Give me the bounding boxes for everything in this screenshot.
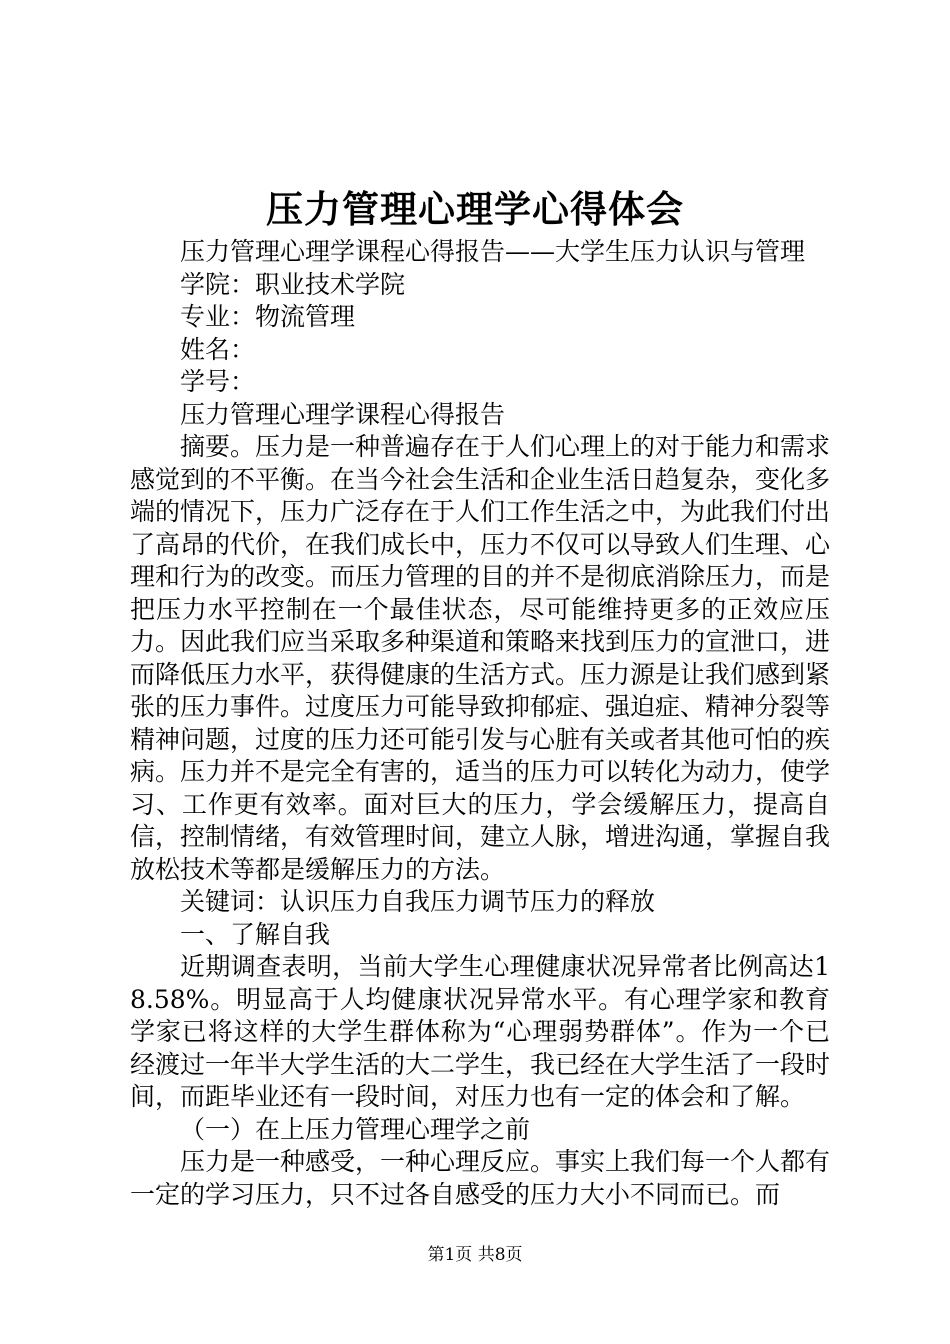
- report-heading: 压力管理心理学课程心得报告: [180, 399, 506, 429]
- college-line: 学院：职业技术学院: [180, 269, 406, 299]
- subsection-paragraph: 压力是一种感受，一种心理反应。事实上我们每一个人都有一定的学习压力，只不过各自感受的压力大小不同而已。而: [130, 1147, 831, 1209]
- document-title: 压力管理心理学心得体会: [266, 187, 684, 231]
- subsection-heading: （一）在上压力管理心理学之前: [180, 1114, 531, 1144]
- abstract-paragraph: 摘要。压力是一种普遍存在于人们心理上的对于能力和需求感觉到的不平衡。在当今社会生活和企业生活日趋复杂，变化多端的情况下，压力广泛存在于人们工作生活之中，为此我们付出了高昂的代价，在我们成长中，压力不仅可以导致人们生理、心理和行为的改变。而压力管理的目的并不是彻底消除压力，而是把压力水平控制在一个最佳状态，尽可能维持更多的正效应压力。因此我们应当采取多种渠道和策略来找到压力的宣泄口，进而降低压力水平，获得健康的生活方式。压力源是让我们感到紧张的压力事件。过度压力可能导致抑郁症、强迫症、精神分裂等精神问题，过度的压力还可能引发与心脏有关或者其他可怕的疾病。压力并不是完全有害的，适当的压力可以转化为动力，使学习、工作更有效率。面对巨大的压力，学会缓解压力，提高自信，控制情绪，有效管理时间，建立人脉，增进沟通，掌握自我放松技术等都是缓解压力的方法。: [130, 432, 831, 884]
- keywords-line: 关键词：认识压力自我压力调节压力的释放: [180, 887, 656, 916]
- name-line: 姓名：: [180, 334, 256, 364]
- document-body: [130, 236, 830, 1211]
- section-heading: 一、了解自我: [180, 919, 331, 949]
- section-paragraph: 近期调查表明，当前大学生心理健康状况异常者比例高达18.58%。明显高于人均健康状况异常水平。有心理学家和教育学家已将这样的大学生群体称为“心理弱势群体”。作为一个已经渡过一年半大学生活的大二学生，我已经在大学生活了一段时间，而距毕业还有一段时间，对压力也有一定的体会和了解。: [130, 952, 831, 1111]
- page-number: 第1页 共8页: [427, 1245, 523, 1265]
- major-line: 专业：物流管理: [180, 302, 356, 331]
- student-id-line: 学号：: [180, 367, 256, 396]
- report-subtitle: 压力管理心理学课程心得报告——大学生压力认识与管理: [180, 237, 806, 266]
